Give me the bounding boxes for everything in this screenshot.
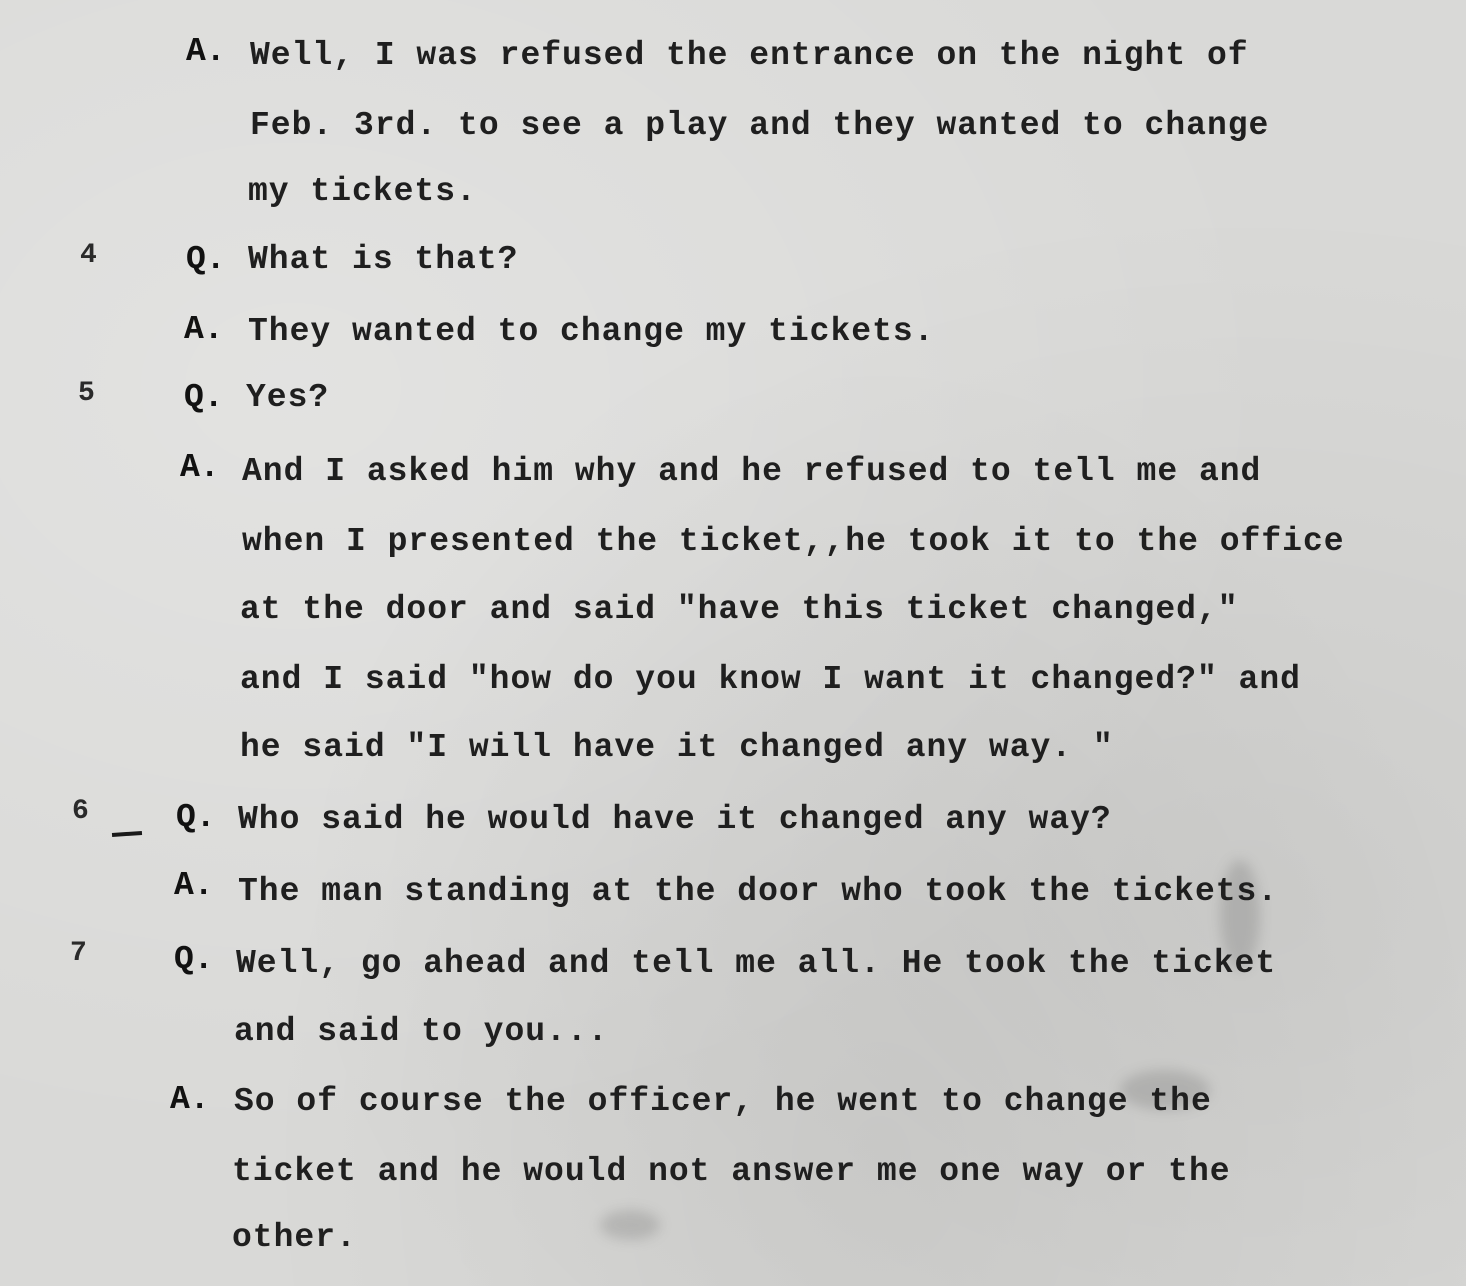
transcript-line: What is that? (248, 241, 519, 278)
transcript-line: Who said he would have it changed any way? (238, 801, 1112, 838)
speaker-label: A. (184, 311, 224, 348)
speaker-label: Q. (174, 941, 214, 978)
transcript-line: They wanted to change my tickets. (248, 313, 935, 350)
speaker-label: A. (174, 867, 214, 904)
transcript-line: Yes? (246, 379, 330, 416)
question-number: 4 (80, 240, 97, 271)
transcript-line: at the door and said "have this ticket changed," (240, 591, 1239, 628)
question-number: 5 (78, 378, 95, 409)
speaker-label: Q. (176, 799, 216, 836)
transcript-line: he said "I will have it changed any way. " (240, 729, 1114, 766)
speaker-label: A. (180, 449, 220, 486)
speaker-label: Q. (186, 241, 226, 278)
transcript-line: The man standing at the door who took the tickets. (238, 873, 1279, 910)
transcript-line: other. (232, 1219, 357, 1256)
transcript-line: Well, I was refused the entrance on the night of (250, 37, 1249, 74)
transcript-line: my tickets. (248, 173, 477, 210)
margin-dash-mark (112, 831, 142, 837)
question-number: 7 (70, 938, 87, 969)
transcript-line: and I said "how do you know I want it changed?" and (240, 661, 1301, 698)
transcript-line: So of course the officer, he went to change the (234, 1083, 1212, 1120)
speaker-label: A. (170, 1081, 210, 1118)
transcript-line: Well, go ahead and tell me all. He took the ticket (236, 945, 1277, 982)
speaker-label: A. (186, 33, 226, 70)
question-number: 6 (72, 796, 89, 827)
speaker-label: Q. (184, 379, 224, 416)
transcript-line: and said to you... (234, 1013, 609, 1050)
transcript-line: when I presented the ticket,,he took it to the office (242, 523, 1345, 560)
paper-smudge (600, 1210, 660, 1240)
transcript-line: ticket and he would not answer me one way or the (232, 1153, 1231, 1190)
transcript-line: And I asked him why and he refused to tell me and (242, 453, 1262, 490)
transcript-line: Feb. 3rd. to see a play and they wanted to change (250, 107, 1270, 144)
